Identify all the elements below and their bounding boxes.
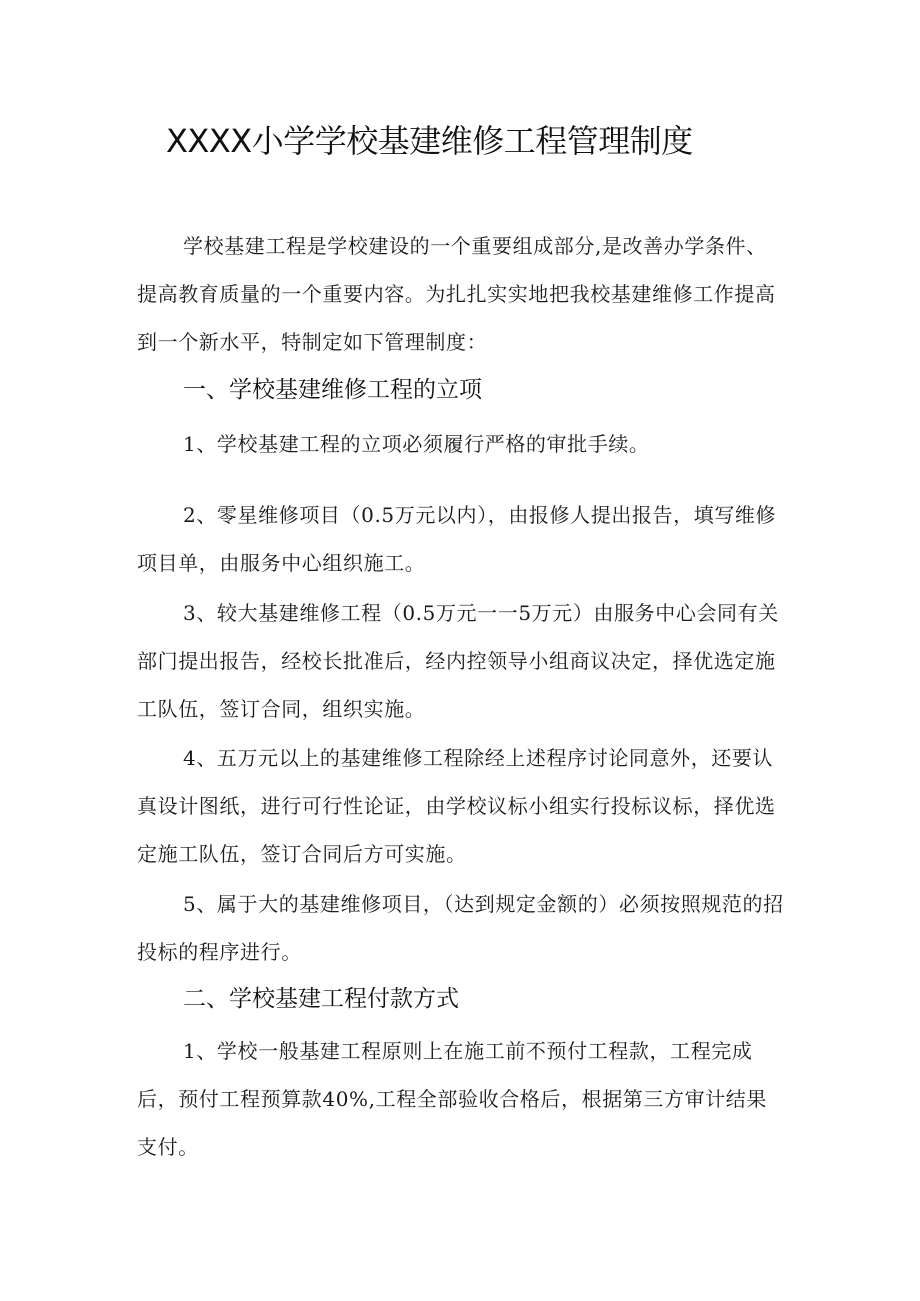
section-heading-2: 二、学校基建工程付款方式 <box>183 986 459 1012</box>
section-2-item-1: 1、学校一般基建工程原则上在施工前不预付工程款，工程完成后，预付工程预算款40%,工程全部验收合格后，根据第三方审计结果支付。 <box>137 1039 768 1159</box>
section-1-item-5: 5、属于大的基建维修项目，（达到规定金额的）必须按照规范的招投标的程序进行。 <box>137 892 784 964</box>
section-1-item-1: 1、学校基建工程的立项必须履行严格的审批手续。 <box>183 432 650 456</box>
document-title: XXXX小学学校基建维修工程管理制度 <box>166 122 693 160</box>
intro-paragraph: 学校基建工程是学校建设的一个重要组成部分,是改善办学条件、提高教育质量的一个重要内容。为扎扎实实地把我校基建维修工作提高到一个新水平，特制定如下管理制度： <box>137 234 776 354</box>
section-1-item-4: 4、五万元以上的基建维修工程除经上述程序讨论同意外，还要认真设计图纸，进行可行性论证，由学校议标小组实行投标议标，择优选定施工队伍，签订合同后方可实施。 <box>137 746 776 866</box>
section-1-item-2: 2、零星维修项目（0.5万元以内），由报修人提出报告，填写维修项目单，由服务中心组织施工。 <box>137 503 777 575</box>
section-1-item-3: 3、较大基建维修工程（0.5万元一一5万元）由服务中心会同有关部门提出报告，经校长批准后，经内控领导小组商议决定，择优选定施工队伍，签订合同，组织实施。 <box>137 601 779 721</box>
section-heading-1: 一、学校基建维修工程的立项 <box>183 377 482 403</box>
